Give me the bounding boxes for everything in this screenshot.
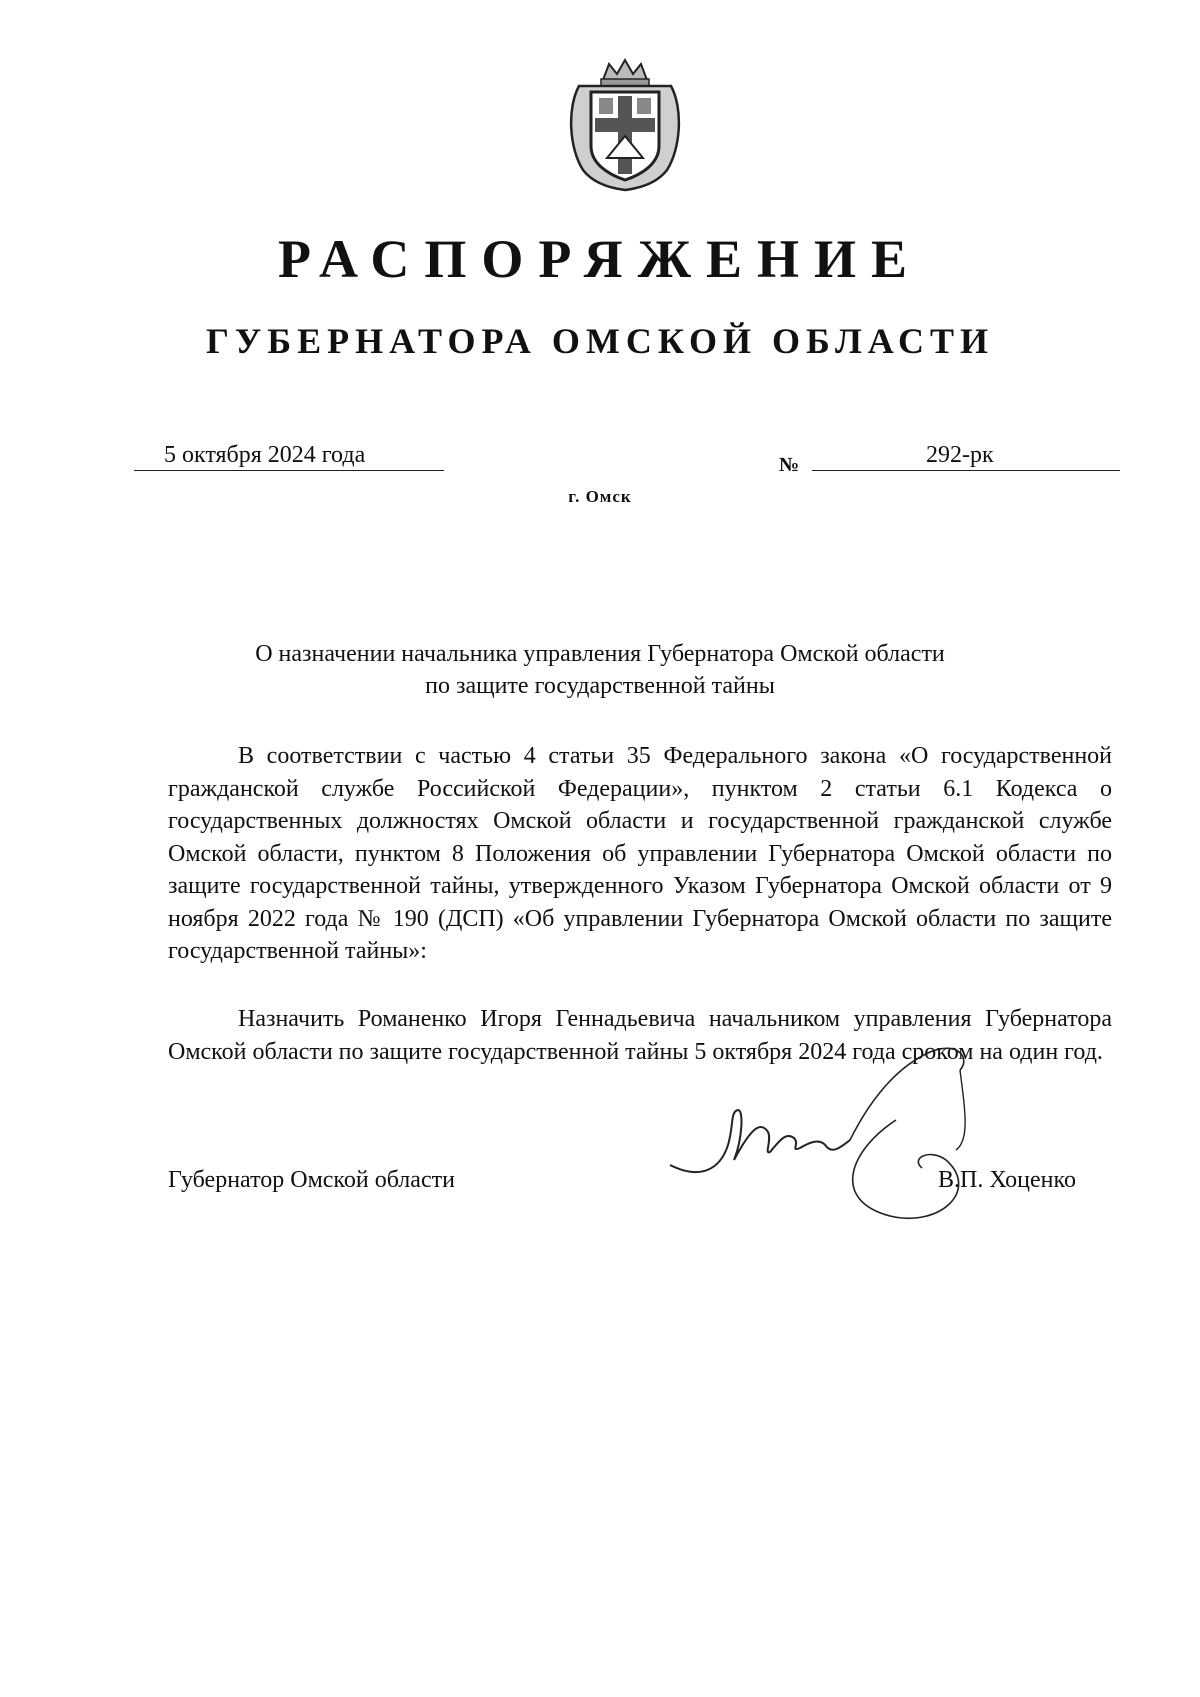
order-paragraph: Назначить Романенко Игоря Геннадьевича начальником управления Губернатора Омской области по защите государственной тайны 5 октября 2024 года сроком на один год. — [168, 1006, 1112, 1065]
signatory-position: Губернатор Омской области — [168, 1167, 455, 1193]
heading-line-1: О назначении начальника управления Губернатора Омской области — [255, 641, 945, 667]
document-heading — [160, 638, 1040, 702]
number-sign: № — [779, 454, 800, 476]
date-field — [134, 440, 444, 471]
preamble-paragraph: В соответствии с частью 4 статьи 35 Федерального закона «О государственной гражданской службе Российской Федерации», пунктом 2 статьи 6.1 Кодекса о государственных должностях Омской области и государственной гражданской службе Омской области, пунктом 8 Положения об управлении Губернатора Омской области по защите государственной тайны, утвержденного Указом Губернатора Омской области от 9 ноября 2022 года № 190 (ДСП) «Об управлении Губернатора Омской области по защите государственной тайны»: — [168, 743, 1112, 964]
signatory-name: В.П. Хоценко — [938, 1167, 1076, 1193]
handwritten-signature — [660, 1040, 1060, 1225]
document-number: 292-рк — [926, 442, 994, 468]
number-field — [812, 440, 1120, 471]
coat-of-arms-icon — [565, 58, 685, 193]
document-date: 5 октября 2024 года — [164, 442, 366, 468]
issuer-subtitle: ГУБЕРНАТОРА ОМСКОЙ ОБЛАСТИ — [205, 321, 995, 361]
document-type-title: РАСПОРЯЖЕНИЕ — [277, 229, 923, 289]
city-label: г. Омск — [568, 487, 632, 506]
heading-line-2: по защите государственной тайны — [425, 673, 775, 699]
